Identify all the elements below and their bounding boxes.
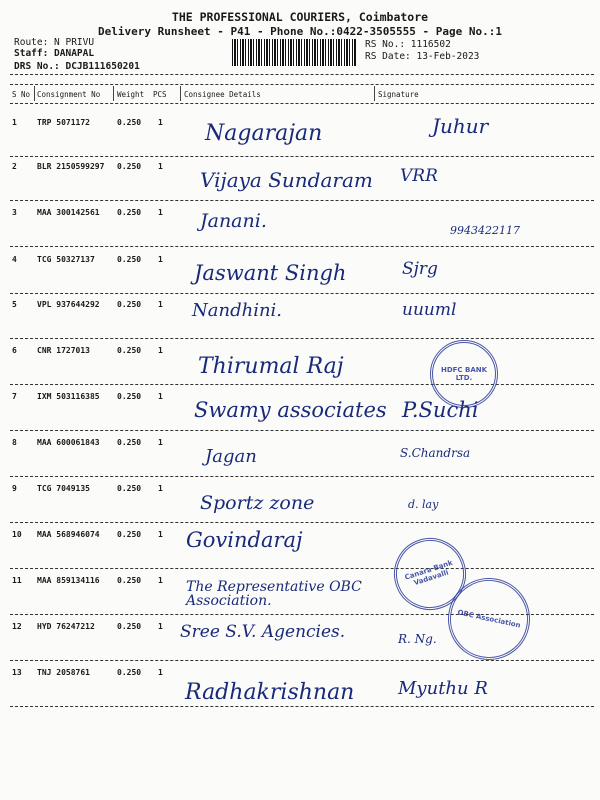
row-consignment: TCG 7049135 xyxy=(37,484,90,493)
hdfc-bank-stamp: HDFC BANK LTD. xyxy=(430,340,498,408)
column-divider xyxy=(113,86,114,101)
row-sno: 6 xyxy=(12,346,17,355)
header-rule xyxy=(10,84,594,85)
row-weight: 0.250 xyxy=(117,622,142,631)
consignee-handwriting: Radhakrishnan xyxy=(185,680,355,705)
col-weight: Weight xyxy=(117,90,145,99)
consignee-handwriting: Jaswant Singh xyxy=(194,261,347,285)
row-weight: 0.250 xyxy=(117,530,142,539)
row-pcs: 1 xyxy=(158,576,163,585)
row-pcs: 1 xyxy=(158,300,163,309)
col-sno: S No xyxy=(12,90,31,99)
staff-label: Staff: DANAPAL xyxy=(14,48,95,59)
row-sno: 8 xyxy=(12,438,17,447)
row-divider xyxy=(10,156,594,157)
row-weight: 0.250 xyxy=(117,118,142,127)
column-divider xyxy=(34,86,35,101)
row-pcs: 1 xyxy=(158,668,163,677)
row-divider xyxy=(10,476,594,477)
row-consignment: TCG 50327137 xyxy=(37,255,95,264)
row-consignment: TRP 5071172 xyxy=(37,118,90,127)
row-divider xyxy=(10,522,594,523)
consignee-handwriting: Govindaraj xyxy=(186,528,303,552)
row-consignment: MAA 300142561 xyxy=(37,208,100,217)
col-signature: Signature xyxy=(378,90,419,99)
row-consignment: MAA 600061843 xyxy=(37,438,100,447)
row-divider xyxy=(10,706,594,707)
signature-handwriting: uuuml xyxy=(402,300,457,320)
consignee-handwriting: The Representative OBC Association. xyxy=(186,579,362,609)
row-weight: 0.250 xyxy=(117,576,142,585)
row-sno: 12 xyxy=(12,622,22,631)
row-pcs: 1 xyxy=(158,392,163,401)
row-weight: 0.250 xyxy=(117,300,142,309)
header-rule xyxy=(10,74,594,75)
rs-date: RS Date: 13-Feb-2023 xyxy=(365,51,480,62)
row-weight: 0.250 xyxy=(117,255,142,264)
drs-number: DRS No.: DCJB111650201 xyxy=(14,61,140,72)
consignee-handwriting: Janani. xyxy=(200,210,267,232)
row-pcs: 1 xyxy=(158,438,163,447)
row-weight: 0.250 xyxy=(117,392,142,401)
row-pcs: 1 xyxy=(158,484,163,493)
row-sno: 5 xyxy=(12,300,17,309)
row-pcs: 1 xyxy=(158,118,163,127)
consignee-handwriting: Sportz zone xyxy=(200,492,315,514)
row-divider xyxy=(10,384,594,385)
row-divider xyxy=(10,660,594,661)
row-divider xyxy=(10,246,594,247)
rs-number: RS No.: 1116502 xyxy=(365,39,451,50)
consignee-handwriting: Sree S.V. Agencies. xyxy=(180,622,346,642)
row-sno: 11 xyxy=(12,576,22,585)
row-pcs: 1 xyxy=(158,622,163,631)
signature-handwriting: Myuthu R xyxy=(398,678,488,699)
row-divider xyxy=(10,293,594,294)
row-consignment: IXM 503116385 xyxy=(37,392,100,401)
signature-handwriting: R. Ng. xyxy=(398,632,437,646)
consignee-handwriting: Jagan xyxy=(205,446,257,467)
row-consignment: CNR 1727013 xyxy=(37,346,90,355)
row-sno: 10 xyxy=(12,530,22,539)
canara-bank-stamp: Canara Bank Vadavalli xyxy=(385,529,476,620)
row-weight: 0.250 xyxy=(117,484,142,493)
row-consignment: BLR 2150599297 xyxy=(37,162,105,171)
row-divider xyxy=(10,430,594,431)
row-pcs: 1 xyxy=(158,208,163,217)
row-pcs: 1 xyxy=(158,346,163,355)
signature-handwriting: 9943422117 xyxy=(450,224,520,237)
signature-handwriting: VRR xyxy=(400,166,438,186)
consignee-handwriting: Thirumal Raj xyxy=(198,354,344,379)
row-weight: 0.250 xyxy=(117,346,142,355)
signature-handwriting: Juhur xyxy=(432,114,489,138)
consignee-handwriting: Nandhini. xyxy=(192,300,283,321)
row-divider xyxy=(10,338,594,339)
consignee-handwriting: Nagarajan xyxy=(205,121,323,146)
row-pcs: 1 xyxy=(158,162,163,171)
row-consignment: TNJ 2058761 xyxy=(37,668,90,677)
column-divider xyxy=(374,86,375,101)
row-sno: 2 xyxy=(12,162,17,171)
row-weight: 0.250 xyxy=(117,668,142,677)
col-consignee: Consignee Details xyxy=(184,90,261,99)
col-pcs: PCS xyxy=(153,90,167,99)
header-rule xyxy=(10,103,594,104)
row-sno: 7 xyxy=(12,392,17,401)
signature-handwriting: S.Chandrsa xyxy=(400,446,471,460)
signature-handwriting: Sjrg xyxy=(402,259,438,279)
runsheet-subtitle: Delivery Runsheet - P41 - Phone No.:0422-3505555 - Page No.:1 xyxy=(98,25,502,38)
consignee-handwriting: Vijaya Sundaram xyxy=(200,168,373,192)
row-weight: 0.250 xyxy=(117,162,142,171)
barcode xyxy=(232,39,356,66)
row-weight: 0.250 xyxy=(117,438,142,447)
route-label: Route: N PRIVU xyxy=(14,37,95,48)
row-sno: 9 xyxy=(12,484,17,493)
col-consignment: Consignment No xyxy=(37,90,101,99)
row-divider xyxy=(10,200,594,201)
row-weight: 0.250 xyxy=(117,208,142,217)
association-stamp: OBC Association xyxy=(440,570,537,667)
row-sno: 13 xyxy=(12,668,22,677)
row-consignment: VPL 937644292 xyxy=(37,300,100,309)
consignee-handwriting: Swamy associates xyxy=(194,398,387,422)
column-divider xyxy=(180,86,181,101)
row-pcs: 1 xyxy=(158,255,163,264)
signature-handwriting: P.Suchi xyxy=(402,398,479,422)
row-consignment: HYD 76247212 xyxy=(37,622,95,631)
company-title: THE PROFESSIONAL COURIERS, Coimbatore xyxy=(171,10,429,24)
row-sno: 4 xyxy=(12,255,17,264)
row-sno: 1 xyxy=(12,118,17,127)
row-divider xyxy=(10,568,594,569)
row-consignment: MAA 859134116 xyxy=(37,576,100,585)
row-sno: 3 xyxy=(12,208,17,217)
signature-handwriting: d. lay xyxy=(408,498,439,511)
row-consignment: MAA 568946074 xyxy=(37,530,100,539)
row-pcs: 1 xyxy=(158,530,163,539)
